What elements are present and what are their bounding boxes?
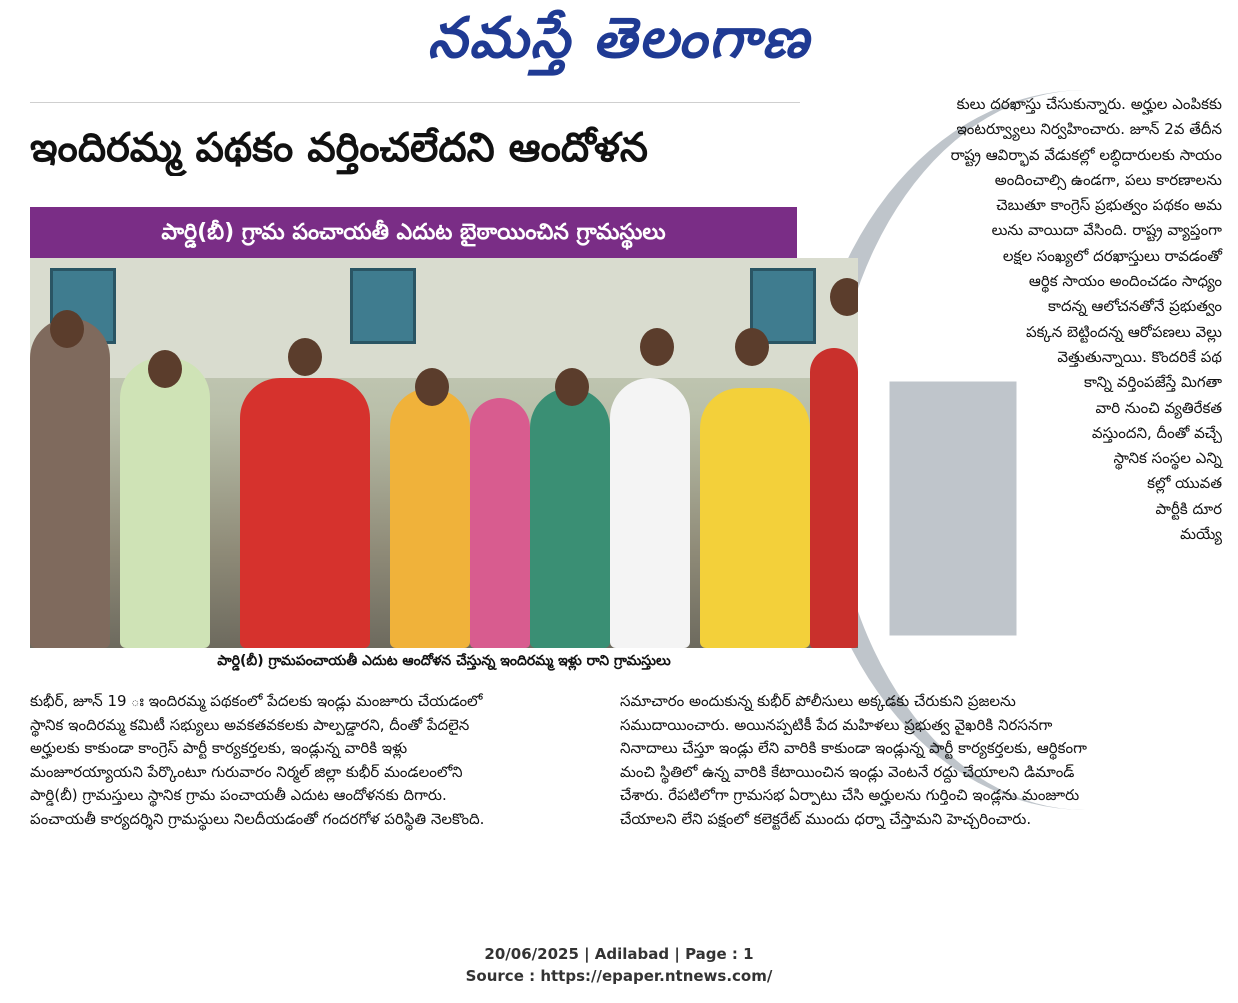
- side-line: వారి నుంచి వ్యతిరేకత: [1095, 398, 1222, 417]
- photo-head: [288, 338, 322, 376]
- body-line: నినాదాలు చేస్తూ ఇండ్లు లేని వారికి కాకుండా ఇండ్లున్న పార్టీ కార్యకర్తలకు, ఆర్థికంగా: [620, 739, 1087, 757]
- side-line: లును వాయిదా వేసింది. రాష్ట్ర వ్యాప్తంగా: [991, 221, 1222, 240]
- body-line: స్థానిక ఇందిరమ్మ కమిటీ సభ్యులు అవకతవకలకు పాల్పడ్డారని, దీంతో పేదలైన: [30, 715, 470, 734]
- side-line: కులు దరఖాస్తు చేసుకున్నారు. అర్హుల ఎంపికకు: [956, 95, 1222, 113]
- side-line: కాన్ని వర్తింపజేస్తే మిగతా: [1083, 373, 1222, 392]
- article-headline: ఇందిరమ్మ పథకం వర్తించలేదని ఆందోళన: [30, 125, 649, 171]
- body-column-2: [620, 690, 1210, 831]
- body-line: అర్హులకు కాకుండా కాంగ్రెస్ పార్టీ కార్యకర్తలకు, ఇండ్లున్న వారికి ఇళ్లు: [30, 739, 408, 757]
- side-line: రాష్ట్ర ఆవిర్భావ వేడుకల్లో లబ్ధిదారులకు సాయం: [950, 145, 1222, 164]
- body-line: సముదాయించారు. అయినప్పటికీ పేద మహిళలు ప్రభుత్వ వైఖరికి నిరసనగా: [620, 715, 1053, 734]
- photo-head: [50, 310, 84, 348]
- body-line: చేశారు. రేపటిలోగా గ్రామసభ ఏర్పాటు చేసి అర్హులను గుర్తించి ఇండ్లను మంజూరు: [620, 786, 1080, 804]
- article-photo: [30, 258, 858, 648]
- body-line: పంచాయతీ కార్యదర్శిని గ్రామస్థులు నిలదీయడంతో గందరగోళ పరిస్థితి నెలకొంది.: [30, 809, 485, 828]
- photo-window: [350, 268, 416, 344]
- side-line: వస్తుందని, దీంతో వచ్చే: [1091, 423, 1222, 442]
- body-line: కుభీర్, జూన్ 19 ః ఇందిరమ్మ పథకంలో పేదలకు ఇండ్లు మంజూరు చేయడంలో: [30, 692, 483, 710]
- newspaper-logo: నమస్తే తెలంగాణ: [427, 6, 811, 71]
- photo-head: [148, 350, 182, 388]
- side-line: వెత్తుతున్నాయి. కొందరికే పథ: [1057, 347, 1222, 366]
- photo-person: [470, 398, 530, 648]
- photo-person: [240, 378, 370, 648]
- body-line: మంచి స్థితిలో ఉన్న వారికి కేటాయించిన ఇండ్లు వెంటనే రద్దు చేయాలని డిమాండ్: [620, 762, 1075, 781]
- divider: [30, 102, 800, 103]
- body-line: పార్డి(బీ) గ్రామస్తులు స్థానిక గ్రామ పంచాయతీ ఎదుట ఆందోళనకు దిగారు.: [30, 786, 447, 804]
- photo-head: [640, 328, 674, 366]
- masthead: [0, 6, 1238, 85]
- body-column-1: [30, 690, 590, 831]
- photo-person: [530, 388, 610, 648]
- footer-source: Source : https://epaper.ntnews.com/: [465, 967, 773, 985]
- side-line: చెబుతూ కాంగ్రెస్ ప్రభుత్వం పథకం అమ: [996, 196, 1222, 215]
- body-line: చేయాలని లేని పక్షంలో కలెక్టరేట్ ముందు ధర్నా చేస్తామని హెచ్చరించారు.: [620, 809, 1032, 828]
- photo-head: [555, 368, 589, 406]
- photo-person: [30, 318, 110, 648]
- side-column: [850, 92, 1222, 547]
- side-line: ఇంటర్వ్యూలు నిర్వహించారు. జూన్ 2వ తేదీన: [956, 120, 1222, 139]
- article-subheadline: పార్డి(బీ) గ్రామ పంచాయతీ ఎదుట బైఠాయించిన గ్రామస్థులు: [30, 207, 797, 259]
- side-line: లక్షల సంఖ్యలో దరఖాస్తులు రావడంతో: [1002, 246, 1222, 265]
- side-line: అందించాల్సి ఉండగా, పలు కారణాలను: [994, 170, 1222, 189]
- body-line: మంజూరయ్యాయని పేర్కొంటూ గురువారం నిర్మల్ జిల్లా కుభీర్ మండలంలోని: [30, 762, 463, 781]
- photo-person: [390, 388, 470, 648]
- side-line: పక్కన బెట్టిందన్న ఆరోపణలు వెల్లు: [1026, 322, 1222, 341]
- photo-caption: పార్డి(బీ) గ్రామపంచాయతీ ఎదుట ఆందోళన చేస్తున్న ఇందిరమ్మ ఇళ్లు రాని గ్రామస్తులు: [217, 653, 671, 669]
- photo-head: [735, 328, 769, 366]
- side-line: స్థానిక సంస్థల ఎన్ని: [1113, 449, 1222, 468]
- footer-date-edition: 20/06/2025 | Adilabad | Page : 1: [484, 945, 754, 963]
- body-line: సమాచారం అందుకున్న కుభీర్ పోలీసులు అక్కడకు చేరుకుని ప్రజలను: [620, 692, 1016, 710]
- photo-person: [120, 358, 210, 648]
- side-line: మయ్యే: [1180, 525, 1222, 544]
- side-line: కాదన్న ఆలోచనతోనే ప్రభుత్వం: [1048, 297, 1222, 316]
- side-line: ఆర్థిక సాయం అందించడం సాధ్యం: [1028, 272, 1222, 291]
- side-line: పార్టీకి దూర: [1155, 499, 1222, 518]
- photo-person: [610, 378, 690, 648]
- side-line: కల్లో యువత: [1147, 474, 1222, 493]
- page-footer: [0, 943, 1238, 987]
- photo-head: [415, 368, 449, 406]
- photo-person: [700, 388, 810, 648]
